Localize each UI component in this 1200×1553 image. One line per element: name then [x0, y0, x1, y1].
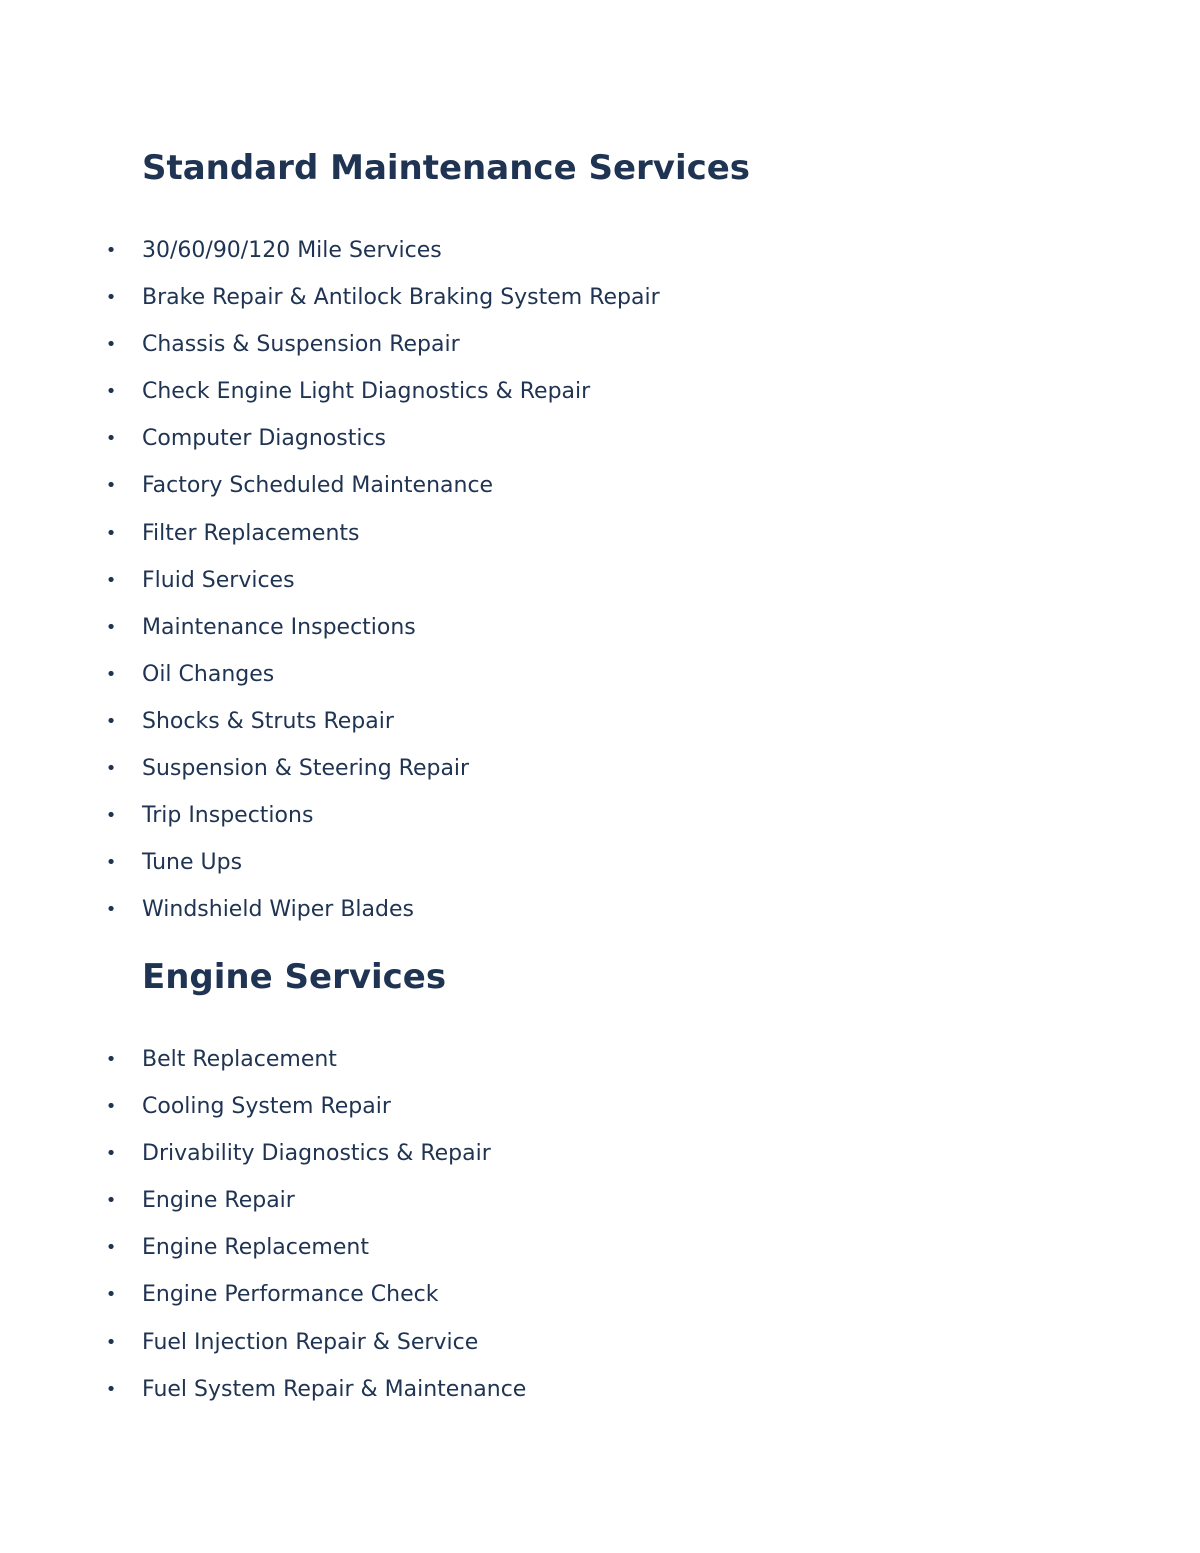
list-item-label: Computer Diagnostics	[142, 426, 387, 452]
bullet-icon: •	[105, 1096, 117, 1118]
list-item	[0, 891, 1000, 938]
list-item-label: Engine Replacement	[142, 1235, 369, 1261]
list-item	[0, 797, 1000, 844]
bullet-icon: •	[105, 381, 117, 403]
list-item	[0, 1371, 1000, 1418]
bullet-icon: •	[105, 1331, 117, 1353]
bullet-icon: •	[105, 569, 117, 591]
list-item	[0, 703, 1000, 750]
list-item-label: Shocks & Struts Repair	[142, 708, 394, 734]
list-item-label: Drivability Diagnostics & Repair	[142, 1141, 491, 1167]
engine-services-list	[0, 1041, 1000, 1418]
list-item-label: Chassis & Suspension Repair	[142, 332, 460, 358]
bullet-icon: •	[105, 240, 117, 261]
bullet-icon: •	[105, 428, 117, 450]
bullet-icon: •	[105, 616, 117, 638]
list-item-label: Oil Changes	[142, 661, 275, 687]
list-item-label: Engine Performance Check	[142, 1282, 439, 1308]
standard-maintenance-list	[0, 232, 1000, 938]
list-item	[0, 373, 1000, 420]
list-item-label: Check Engine Light Diagnostics & Repair	[142, 379, 591, 405]
bullet-icon: •	[105, 899, 117, 921]
list-item-label: Engine Repair	[142, 1188, 295, 1214]
list-item	[0, 279, 1000, 326]
list-item	[0, 750, 1000, 797]
list-item	[0, 232, 1000, 279]
bullet-icon: •	[105, 1284, 117, 1306]
section-title-engine-services: Engine Services	[142, 957, 447, 997]
list-item	[0, 1135, 1000, 1182]
list-item	[0, 562, 1000, 609]
bullet-icon: •	[105, 334, 117, 356]
list-item-label: Fuel Injection Repair & Service	[142, 1329, 479, 1355]
bullet-icon: •	[105, 758, 117, 780]
list-item	[0, 420, 1000, 467]
list-item-label: Trip Inspections	[142, 803, 314, 829]
list-item-label: Windshield Wiper Blades	[142, 897, 414, 923]
bullet-icon: •	[105, 710, 117, 732]
bullet-icon: •	[105, 805, 117, 827]
list-item-label: Tune Ups	[142, 850, 243, 876]
list-item	[0, 326, 1000, 373]
list-item	[0, 656, 1000, 703]
list-item	[0, 1182, 1000, 1229]
list-item	[0, 1324, 1000, 1371]
section-title-standard-maintenance: Standard Maintenance Services	[142, 148, 751, 188]
list-item-label: Brake Repair & Antilock Braking System Repair	[142, 285, 660, 311]
list-item-label: Cooling System Repair	[142, 1094, 391, 1120]
list-item	[0, 467, 1000, 514]
list-item	[0, 844, 1000, 891]
bullet-icon: •	[105, 663, 117, 685]
bullet-icon: •	[105, 1143, 117, 1165]
list-item-label: Belt Replacement	[142, 1047, 337, 1072]
list-item	[0, 515, 1000, 562]
list-item	[0, 1276, 1000, 1323]
list-item-label: 30/60/90/120 Mile Services	[142, 238, 442, 263]
list-item-label: Maintenance Inspections	[142, 614, 416, 640]
list-item-label: Filter Replacements	[142, 520, 360, 546]
bullet-icon: •	[105, 287, 117, 309]
bullet-icon: •	[105, 475, 117, 497]
list-item	[0, 1229, 1000, 1276]
bullet-icon: •	[105, 1237, 117, 1259]
bullet-icon: •	[105, 1049, 117, 1070]
bullet-icon: •	[105, 1190, 117, 1212]
list-item-label: Suspension & Steering Repair	[142, 756, 470, 782]
list-item	[0, 1088, 1000, 1135]
list-item	[0, 609, 1000, 656]
bullet-icon: •	[105, 852, 117, 874]
list-item-label: Fluid Services	[142, 567, 295, 593]
bullet-icon: •	[105, 1378, 117, 1400]
list-item-label: Factory Scheduled Maintenance	[142, 473, 494, 499]
bullet-icon: •	[105, 522, 117, 544]
list-item-label: Fuel System Repair & Maintenance	[142, 1376, 527, 1402]
list-item	[0, 1041, 1000, 1088]
